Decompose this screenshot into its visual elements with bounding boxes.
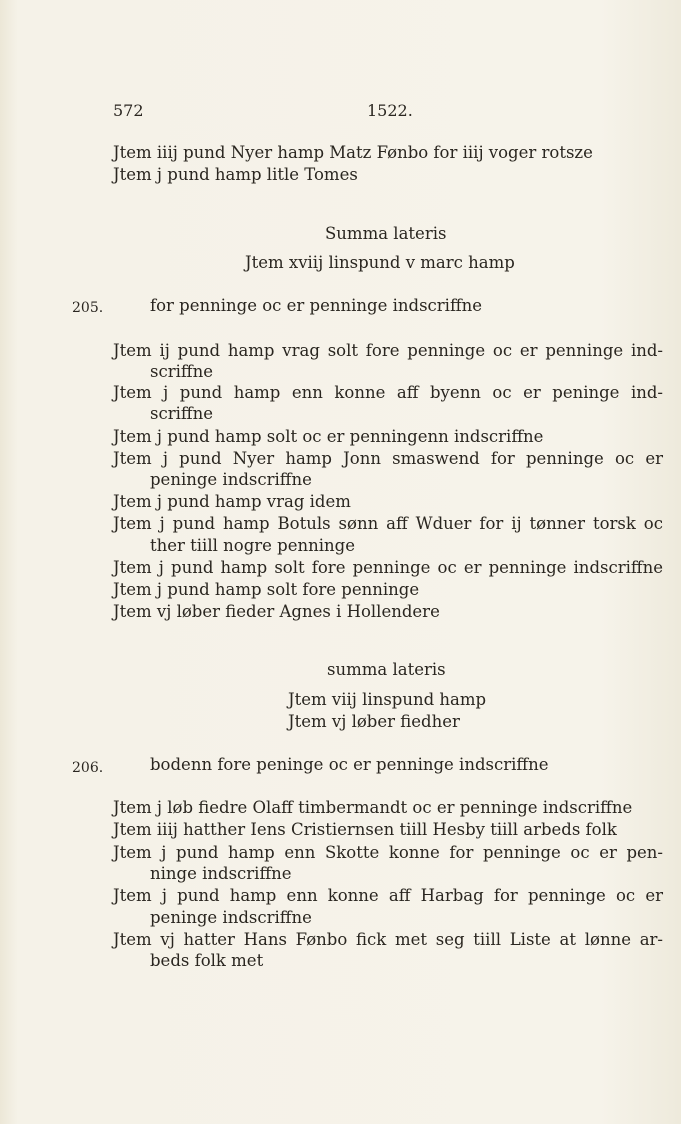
entry-line: Jtem j pund hamp solt fore penninge oc er penninge indscriffne [113, 558, 663, 577]
summa-line: Jtem viij linspund hamp [288, 690, 487, 709]
entry-line-cont: peninge indscriffne [150, 470, 312, 489]
entry-line: Jtem j pund hamp solt oc er penningenn indscriffne [113, 427, 544, 446]
entry-line-cont: scriffne [150, 362, 213, 381]
page-number: 572 [113, 101, 144, 120]
entry-line: Jtem j løb fiedre Olaff timbermandt oc er penninge indscriffne [113, 798, 633, 817]
section-number: 205. [72, 300, 104, 316]
section-heading: for penninge oc er penninge indscriffne [150, 296, 483, 315]
entry-line: Jtem vj hatter Hans Fønbo fick met seg tiill Liste at lønne ar- [113, 930, 663, 949]
summa-title: Summa lateris [325, 224, 447, 243]
entry-line: Jtem j pund hamp Botuls sønn aff Wduer for ij tønner torsk oc [113, 514, 663, 533]
summa-line: Jtem vj løber fiedher [288, 712, 460, 731]
entry-line: Jtem j pund hamp solt fore penninge [113, 580, 420, 599]
entry-line-cont: scriffne [150, 404, 213, 423]
entry-line: Jtem vj løber fieder Agnes i Hollendere [113, 602, 440, 621]
entry-line-cont: ther tiill nogre penninge [150, 536, 355, 555]
entry-line: Jtem j pund hamp enn Skotte konne for penninge oc er pen- [113, 843, 663, 862]
entry-line: Jtem iiij pund Nyer hamp Matz Fønbo for iiij voger rotsze [113, 143, 593, 162]
section-number: 206. [72, 760, 104, 776]
entry-line: Jtem j pund hamp enn konne aff Harbag for penninge oc er [113, 886, 663, 905]
entry-line: Jtem j pund hamp vrag idem [113, 492, 351, 511]
entry-line: Jtem j pund Nyer hamp Jonn smaswend for penninge oc er [113, 449, 663, 468]
entry-line: Jtem ij pund hamp vrag solt fore penninge oc er penninge ind- [113, 341, 663, 360]
entry-line-cont: peninge indscriffne [150, 908, 312, 927]
summa-line: Jtem xviij linspund v marc hamp [245, 253, 515, 272]
entry-line: Jtem j pund hamp enn konne aff byenn oc er peninge ind- [113, 383, 663, 402]
entry-line-cont: ninge indscriffne [150, 864, 292, 883]
entry-line: Jtem iiij hatther Iens Cristiernsen tiill Hesby tiill arbeds folk [113, 820, 617, 839]
entry-line: Jtem j pund hamp litle Tomes [113, 165, 358, 184]
entry-line-cont: beds folk met [150, 951, 264, 970]
page-year: 1522. [367, 101, 413, 120]
section-heading: bodenn fore peninge oc er penninge indscriffne [150, 755, 549, 774]
summa-title: summa lateris [327, 660, 446, 679]
